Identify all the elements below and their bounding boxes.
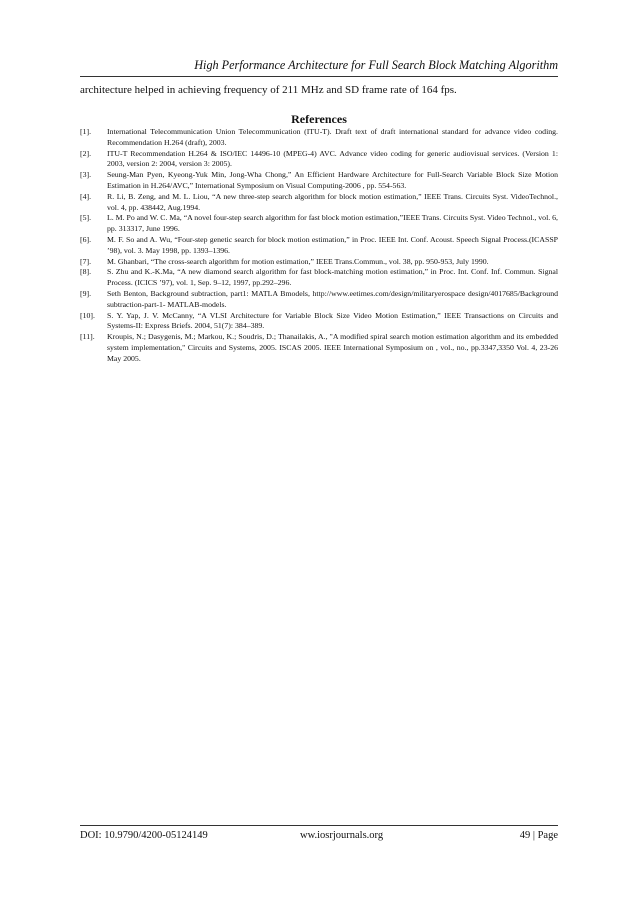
page-footer [80,830,558,844]
reference-text: M. F. So and A. Wu, “Four-step genetic search for block motion estimation,” in Proc. IEEE Int. Conf. Acoust. Speech Signal Process.(ICASSP ’98), vol. 3. May 1998, pp. 1393–1396. [107,234,558,255]
reference-item [80,311,558,333]
reference-item [80,213,558,235]
reference-item [80,170,558,192]
reference-text: Kroupis, N.; Dasygenis, M.; Markou, K.; Soudris, D.; Thanailakis, A., "A modified spiral search motion estimation algorithm and its embedded system implementation," Circuits and Systems, 2005. ISCAS 2005. IEEE International Symposium on , vol., no., pp.3347,3350 Vol. 4, 23-26 May 2005. [107,332,558,363]
reference-item [80,332,558,364]
reference-number: [10]. [80,310,95,320]
reference-text: R. Li, B. Zeng, and M. L. Liou, “A new three-step search algorithm for block motion estimation,” IEEE Trans. Circuits Syst. VideoTechnol., vol. 4, pp. 438442, Aug.1994. [107,191,558,212]
reference-item [80,257,558,268]
reference-item [80,127,558,149]
body-paragraph: architecture helped in achieving frequency of 211 MHz and SD frame rate of 164 fps. [80,84,457,96]
reference-text: ITU-T Recommendation H.264 & ISO/IEC 14496-10 (MPEG-4) AVC. Advance video coding for generic audiovisual services. (Version 1: 2003, version 2: 2004, version 3: 2005). [107,148,558,169]
reference-number: [1]. [80,127,92,136]
reference-number: [11]. [80,332,95,342]
reference-number: [9]. [80,288,92,298]
reference-text: International Telecommunication Union Telecommunication (ITU-T). Draft text of draft international standard for advance video coding. Recommendation H.264 (draft), 2003. [107,127,558,147]
footer-doi: DOI: 10.9790/4200-05124149 [80,830,208,841]
reference-number: [5]. [80,213,92,223]
reference-text: Seth Benton, Background subtraction, part1: MATLA Bmodels, http://www.eetimes.com/design/militaryerospace design/4017685/Background subtraction-part-1- MATLAB-models. [107,288,558,309]
footer-website: ww.iosrjournals.org [300,830,384,841]
footer-divider [80,825,558,826]
reference-number: [2]. [80,148,92,158]
footer-page-number: 49 | Page [519,830,558,841]
reference-number: [4]. [80,191,92,201]
reference-text: S. Y. Yap, J. V. McCanny, “A VLSI Architecture for Variable Block Size Video Motion Estimation,” IEEE Transactions on Circuits and Systems-II: Express Briefs. 2004, 51(7): 384–389. [107,310,558,331]
header-divider [80,76,558,77]
reference-text: L. M. Po and W. C. Ma, “A novel four-step search algorithm for fast block motion estimation,”IEEE Trans. Circuits Syst. Video Technol., vol. 6, pp. 313317, June 1996. [107,213,558,234]
running-header-title: High Performance Architecture for Full Search Block Matching Algorithm [194,58,558,72]
reference-item [80,267,558,289]
reference-item [80,235,558,257]
reference-text: Seung-Man Pyen, Kyeong-Yuk Min, Jong-Wha Chong,” An Efficient Hardware Architecture for Full-Search Variable Block Size Motion Estimation in H.264/AVC,” International Symposium on Visual Computing-2006 , pp. 554-563. [107,170,558,190]
reference-text: S. Zhu and K.-K.Ma, “A new diamond search algorithm for fast block-matching motion estimation,” in Proc. Int. Conf. Inf. Commun. Signal Process. (ICICS ’97), vol. 1, Sep. 9–12, 1997, pp.292–296. [107,267,558,288]
reference-number: [3]. [80,170,92,180]
references-heading: References [291,112,347,126]
reference-item [80,192,558,214]
reference-number: [6]. [80,234,92,244]
reference-number: [8]. [80,267,92,277]
reference-item [80,289,558,311]
references-list [80,127,558,365]
reference-text: M. Ghanbari, “The cross-search algorithm for motion estimation,” IEEE Trans.Commun., vol. 38, pp. 950-953, July 1990. [107,256,489,266]
reference-item [80,149,558,171]
reference-number: [7]. [80,256,92,266]
